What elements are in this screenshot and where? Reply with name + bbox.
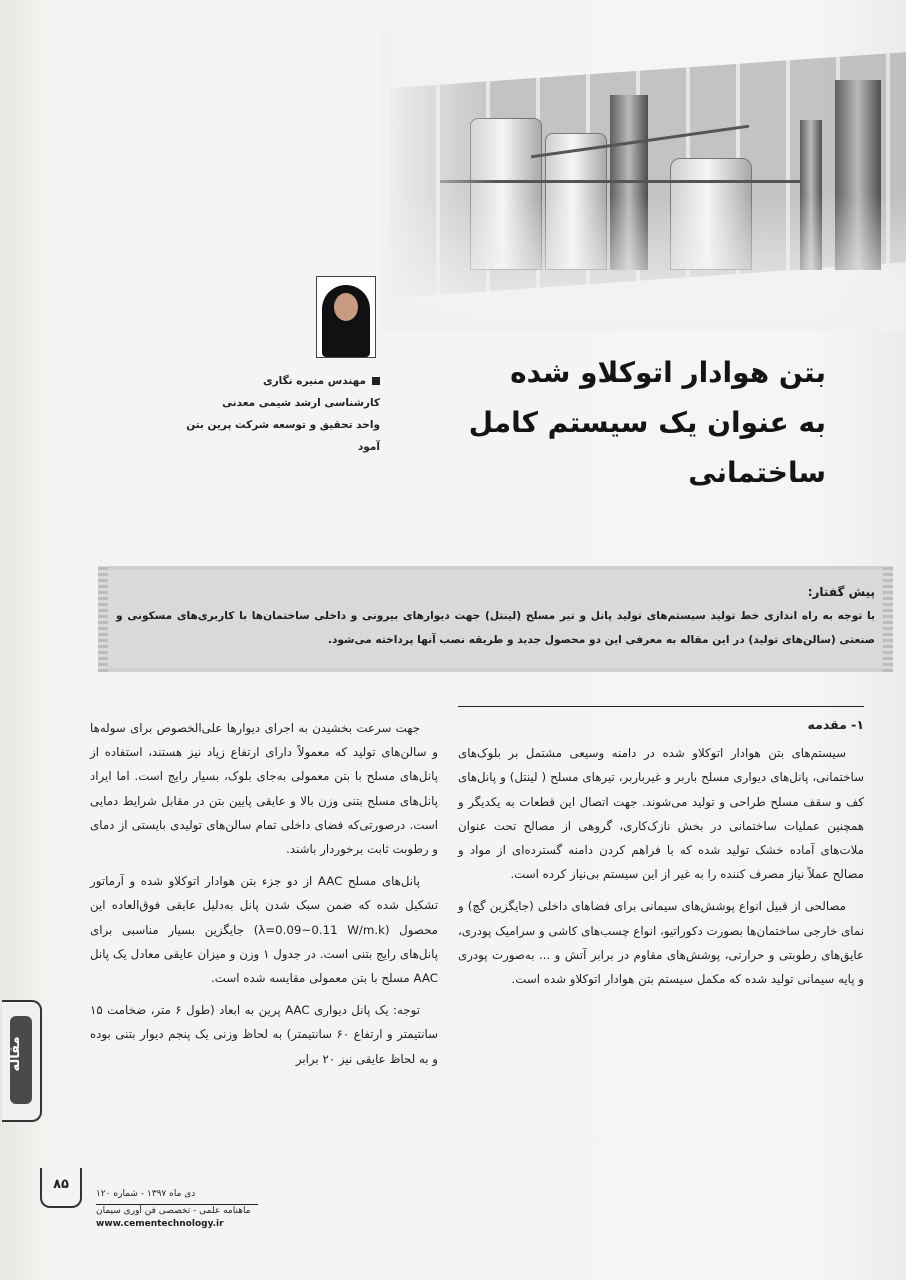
author-affiliation: واحد تحقیق و توسعه شرکت پرین بتن آمود bbox=[186, 419, 380, 453]
header-industrial-image bbox=[380, 30, 906, 330]
magazine-name: ماهنامه علمی - تخصصی فن آوری سیمان bbox=[96, 1206, 251, 1216]
right-column bbox=[458, 706, 864, 999]
author-degree: کارشناسی ارشد شیمی معدنی bbox=[222, 397, 380, 409]
intro-paragraph-2: مصالحی از قبیل انواع پوشش‌های سیمانی برای فضاهای داخلی (جایگزین گچ) و نمای خارجی ساختمان‌ها بصورت دکوراتیو، انواع چسب‌های کاشی و سرامیک پودری، عایق‌های رطوبتی و حرارتی، پوشش‌های مقاوم در برابر آتش و ... به‌صورت پودری و پایه سیمانی تولید شده که مکمل سیستم بتن هوادار اتوکلاو شده است. bbox=[458, 899, 864, 987]
left-paragraph-3: توجه: یک پانل دیواری AAC پرین به ابعاد (طول ۶ متر، ضخامت ۱۵ سانتیمتر و ارتفاع ۶۰ سانتیمتر) به لحاظ وزنی یک پنجم دیوار بتنی بوده و به لحاظ عایقی نیز ۲۰ برابر bbox=[90, 1003, 438, 1066]
article-title bbox=[406, 348, 826, 498]
section-side-tab bbox=[2, 1000, 42, 1122]
abstract-text: با توجه به راه اندازی خط تولید سیستم‌های تولید پانل و تیر مسلح (لینتل) جهت دیوارهای بیرونی و داخلی ساختمان‌ها با کاربری‌های مسکونی و صنعتی (سالن‌های تولید) در این مقاله به معرفی این دو محصول جدید و طریقه نصب آنها پرداخته می‌شود. bbox=[116, 610, 875, 646]
left-paragraph-2: پانل‌های مسلح AAC از دو جزء بتن هوادار اتوکلاو شده و آرماتور تشکیل شده که ضمن سبک شدن پانل به‌دلیل عایقی فوق‌العاده این محصول (λ=0.09~0.11 W/m.k) جایگزین بسیار مناسبی برای پانل‌های رایج بتنی است. در جدول ۱ وزن و میزان عایقی معادل یک پانل AAC مسلح با بتن معمولی مقایسه شده است. bbox=[90, 874, 438, 986]
title-line-2: به عنوان یک سیستم کامل ساختمانی bbox=[468, 406, 826, 489]
left-column bbox=[90, 716, 438, 1079]
abstract-box bbox=[98, 566, 893, 672]
bullet-icon bbox=[372, 377, 380, 385]
author-photo bbox=[316, 276, 376, 358]
footer-info bbox=[96, 1188, 258, 1231]
page-number: ۸۵ bbox=[40, 1168, 82, 1208]
side-tab-label: مقاله bbox=[8, 1036, 23, 1072]
website-link: www.cementechnology.ir bbox=[96, 1219, 224, 1229]
abstract-heading: پیش گفتار: bbox=[807, 585, 875, 599]
title-line-1: بتن هوادار اتوکلاو شده bbox=[510, 356, 826, 389]
left-paragraph-1: جهت سرعت بخشیدن به اجرای دیوارها علی‌الخصوص برای سوله‌ها و سالن‌های تولید که معمولاً دارای ارتفاع زیاد نیز هستند، استفاده از پانل‌های مسلح با بتن معمولی به‌جای بلوک، بسیار رایج است. اما ایراد پانل‌های مسلح بتنی وزن بالا و عایقی پایین بتن در مقابل شرایط دمایی است. درصورتی‌که فضای داخلی تمام سالن‌های تولیدی بایستی از دمای و رطوبت ثابت برخوردار باشند. bbox=[90, 721, 438, 857]
author-info bbox=[180, 370, 380, 458]
issue-info: دی ماه ۱۳۹۷ - شماره ۱۲۰ bbox=[96, 1189, 196, 1199]
author-name: مهندس منیره نگاری bbox=[262, 375, 366, 387]
intro-paragraph-1: سیستم‌های بتن هوادار اتوکلاو شده در دامنه وسیعی مشتمل بر بلوک‌های ساختمانی، پانل‌های دیواری مسلح باربر و غیرباربر، تیرهای مسلح ( لینتل) و پانل‌های کف و سقف مسلح طراحی و تولید می‌شوند. جهت اتصال این قطعات به یکدیگر و همچنین عملیات ساختمانی در بخش نازک‌کاری، گروهی از مصالح تحت عنوان ملات‌های آماده خشک تولید شده که با فراهم کردن دامنه گسترده‌ای از مواد و مصالح عملاً نیاز مصرف کننده را به غیر از این سیستم بی‌نیاز کرده است. bbox=[458, 746, 864, 882]
section-heading: ۱- مقدمه bbox=[458, 706, 864, 737]
